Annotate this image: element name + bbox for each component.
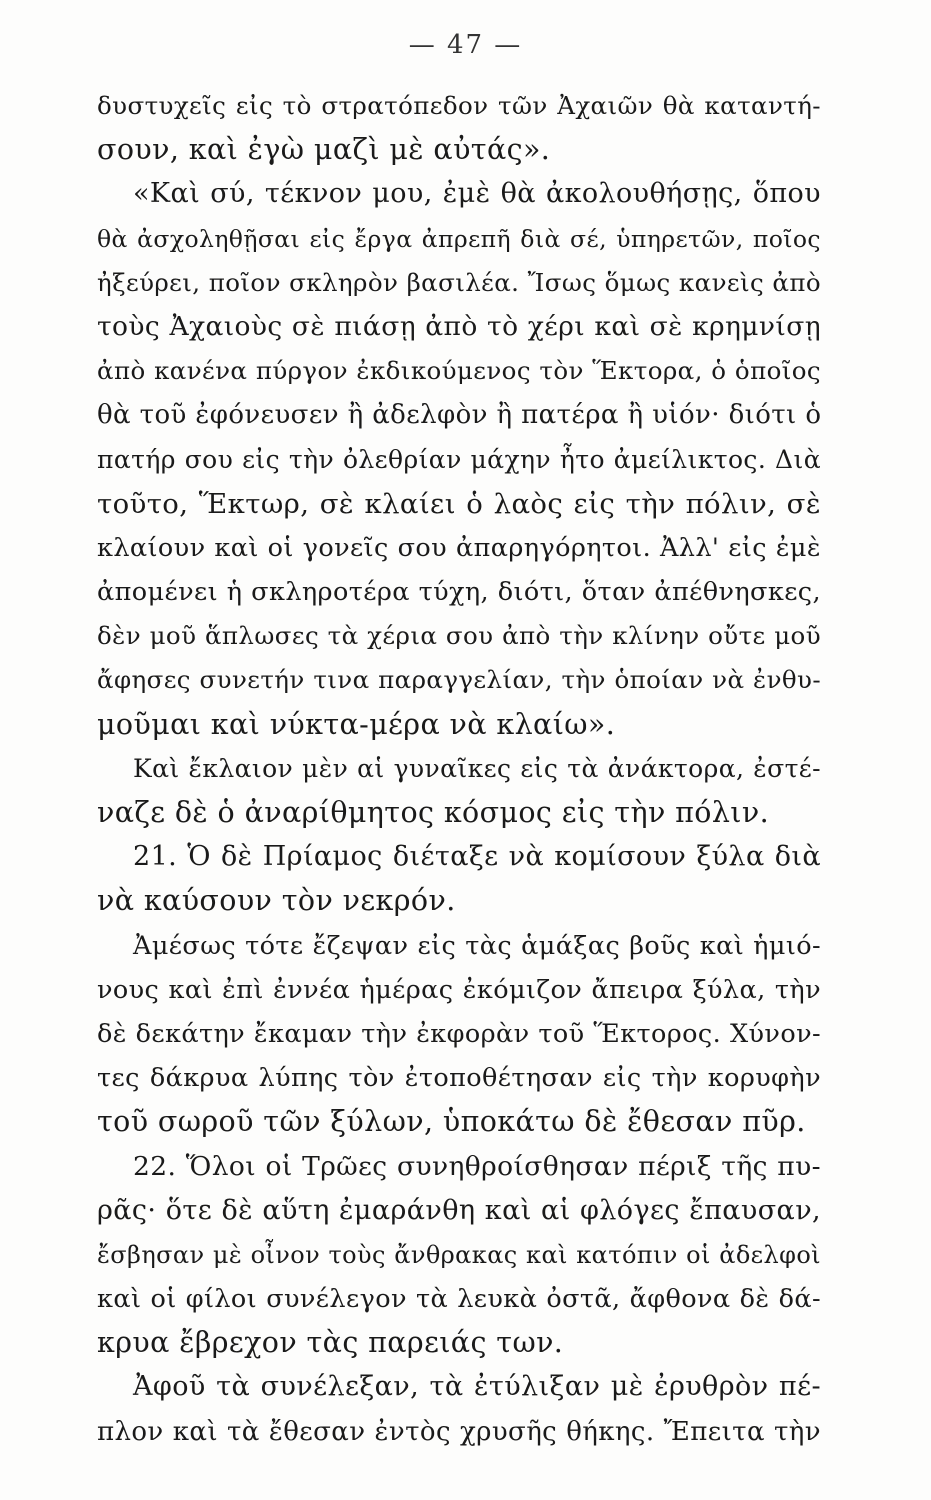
text-line: σουν, καὶ ἐγὼ μαζὶ μὲ αὐτάς». [97, 133, 551, 167]
text-line: θὰ ἀσχοληθῇσαι εἰς ἔργα ἀπρεπῆ διὰ σέ, ὑπηρετῶν, ποῖος [97, 224, 821, 253]
text-line: «Καὶ σύ, τέκνον μου, ἐμὲ θὰ ἀκολουθήσῃς, ὅπου [133, 178, 821, 210]
text-line: 21. Ὁ δὲ Πρίαμος διέταξε νὰ κομίσουν ξύλα διὰ [133, 841, 821, 873]
text-line: τοὺς Ἀχαιοὺς σὲ πιάσῃ ἀπὸ τὸ χέρι καὶ σὲ κρημνίσῃ [97, 310, 821, 342]
body-text [97, 84, 821, 1454]
text-line: ἄφησες συνετήν τινα παραγγελίαν, τὴν ὁποίαν νὰ ἐνθυ- [97, 665, 821, 695]
text-line: πατήρ σου εἰς τὴν ὀλεθρίαν μάχην ἦτο ἀμείλικτος. Διὰ [97, 444, 821, 474]
text-line: Καὶ ἔκλαιον μὲν αἱ γυναῖκες εἰς τὰ ἀνάκτορα, ἐστέ- [133, 753, 821, 783]
text-line: πλον καὶ τὰ ἔθεσαν ἐντὸς χρυσῆς θήκης. Ἔπειτα τὴν [97, 1416, 821, 1447]
text-line: ἀπομένει ἡ σκληροτέρα τύχη, διότι, ὅταν ἀπέθνησκες, [97, 577, 821, 608]
text-line: Ἀφοῦ τὰ συνέλεξαν, τὰ ἐτύλιξαν μὲ ἐρυθρὸν πέ- [133, 1371, 821, 1403]
text-line: θὰ τοῦ ἐφόνευσεν ἢ ἀδελφὸν ἢ πατέρα ἢ υἱόν· διότι ὁ [97, 400, 822, 431]
text-line: νὰ καύσουν τὸν νεκρόν. [97, 884, 456, 918]
text-line: ἠξεύρει, ποῖον σκληρὸν βασιλέα. Ἴσως ὅμως κανεὶς ἀπὸ [97, 267, 821, 297]
text-line: νους καὶ ἐπὶ ἐννέα ἡμέρας ἐκόμιζον ἄπειρα ξύλα, τὴν [97, 974, 821, 1005]
text-line: τοῦ σωροῦ τῶν ξύλων, ὑποκάτω δὲ ἔθεσαν πῦρ. [97, 1105, 806, 1139]
text-line: κλαίουν καὶ οἱ γονεῖς σου ἀπαρηγόρητοι. Ἀλλ' εἰς ἐμὲ [97, 532, 821, 563]
text-line: ναζε δὲ ὁ ἀναρίθμητος κόσμος εἰς τὴν πόλιν. [97, 796, 770, 829]
text-line: δυστυχεῖς εἰς τὸ στρατόπεδον τῶν Ἀχαιῶν θὰ καταντή- [97, 91, 821, 120]
text-line: μοῦμαι καὶ νύκτα-μέρα νὰ κλαίω». [97, 707, 616, 741]
text-line: ἔσβησαν μὲ οἶνον τοὺς ἄνθρακας καὶ κατόπιν οἱ ἀδελφοὶ [97, 1240, 821, 1269]
text-line: τοῦτο, Ἕκτωρ, σὲ κλαίει ὁ λαὸς εἰς τὴν πόλιν, σὲ [97, 487, 821, 520]
text-line: κρυα ἔβρεχον τὰς παρειάς των. [97, 1326, 564, 1360]
text-line: 22. Ὅλοι οἱ Τρῶες συνηθροίσθησαν πέριξ τῆς πυ- [133, 1150, 821, 1182]
text-line: τες δάκρυα λύπης τὸν ἐτοποθέτησαν εἰς τὴν κορυφὴν [97, 1063, 821, 1094]
page-number: — 47 — [408, 30, 523, 60]
text-line: Ἀμέσως τότε ἔζεψαν εἰς τὰς ἁμάξας βοῦς καὶ ἡμιό- [133, 930, 821, 961]
text-line: ρᾶς· ὅτε δὲ αὕτη ἐμαράνθη καὶ αἱ φλόγες ἔπαυσαν, [97, 1194, 821, 1226]
text-line: ἀπὸ κανένα πύργον ἐκδικούμενος τὸν Ἕκτορα, ὁ ὁποῖος [97, 356, 821, 386]
text-line: καὶ οἱ φίλοι συνέλεγον τὰ λευκὰ ὀστᾶ, ἄφθονα δὲ δά- [97, 1284, 821, 1315]
text-line: δὲ δεκάτην ἔκαμαν τὴν ἐκφορὰν τοῦ Ἕκτορος. Χύνον- [97, 1018, 821, 1049]
text-line: δὲν μοῦ ἅπλωσες τὰ χέρια σου ἀπὸ τὴν κλίνην οὔτε μοῦ [97, 621, 821, 651]
